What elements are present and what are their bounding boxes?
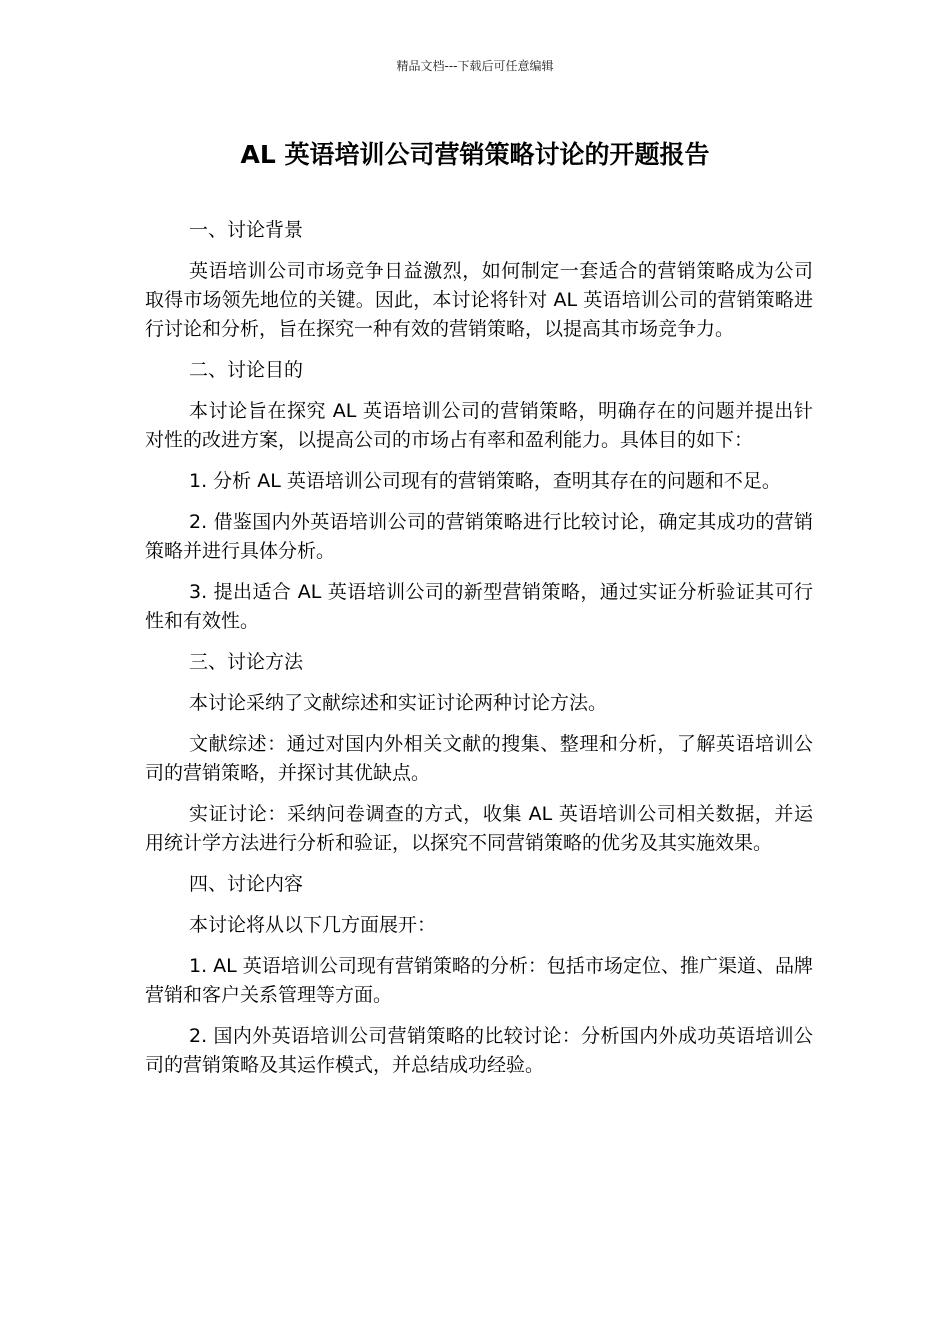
list-item: 1. AL 英语培训公司现有营销策略的分析：包括市场定位、推广渠道、品牌营销和客户关系管理等方面。 xyxy=(145,955,813,1006)
list-item: 2. 借鉴国内外英语培训公司的营销策略进行比较讨论，确定其成功的营销策略并进行具体分析。 xyxy=(145,511,813,562)
list-item: 1. 分析 AL 英语培训公司现有的营销策略，查明其存在的问题和不足。 xyxy=(189,470,781,492)
paragraph: 本讨论将从以下几方面展开： xyxy=(189,914,437,936)
header-note: 精品文档---下载后可任意编辑 xyxy=(396,59,554,73)
paragraph: 文献综述：通过对国内外相关文献的搜集、整理和分析，了解英语培训公司的营销策略，并探讨其优缺点。 xyxy=(145,733,813,784)
paragraph: 本讨论采纳了文献综述和实证讨论两种讨论方法。 xyxy=(189,692,608,714)
document-body xyxy=(145,216,813,1092)
section-heading-purpose: 二、讨论目的 xyxy=(189,359,304,381)
section-heading-background: 一、讨论背景 xyxy=(189,219,304,241)
section-heading-content: 四、讨论内容 xyxy=(189,873,304,895)
paragraph: 本讨论旨在探究 AL 英语培训公司的营销策略，明确存在的问题并提出针对性的改进方案，以提高公司的市场占有率和盈利能力。具体目的如下： xyxy=(145,400,813,451)
paragraph: 实证讨论：采纳问卷调查的方式，收集 AL 英语培训公司相关数据，并运用统计学方法进行分析和验证，以探究不同营销策略的优劣及其实施效果。 xyxy=(145,803,813,854)
list-item: 3. 提出适合 AL 英语培训公司的新型营销策略，通过实证分析验证其可行性和有效性。 xyxy=(145,581,813,632)
section-heading-method: 三、讨论方法 xyxy=(189,651,304,673)
document-title: AL 英语培训公司营销策略讨论的开题报告 xyxy=(240,140,710,169)
paragraph: 英语培训公司市场竞争日益激烈，如何制定一套适合的营销策略成为公司取得市场领先地位的关键。因此，本讨论将针对 AL 英语培训公司的营销策略进行讨论和分析，旨在探究一种有效的营销策略，以提高其市场竞争力。 xyxy=(145,260,813,340)
list-item: 2. 国内外英语培训公司营销策略的比较讨论：分析国内外成功英语培训公司的营销策略及其运作模式，并总结成功经验。 xyxy=(145,1025,813,1076)
